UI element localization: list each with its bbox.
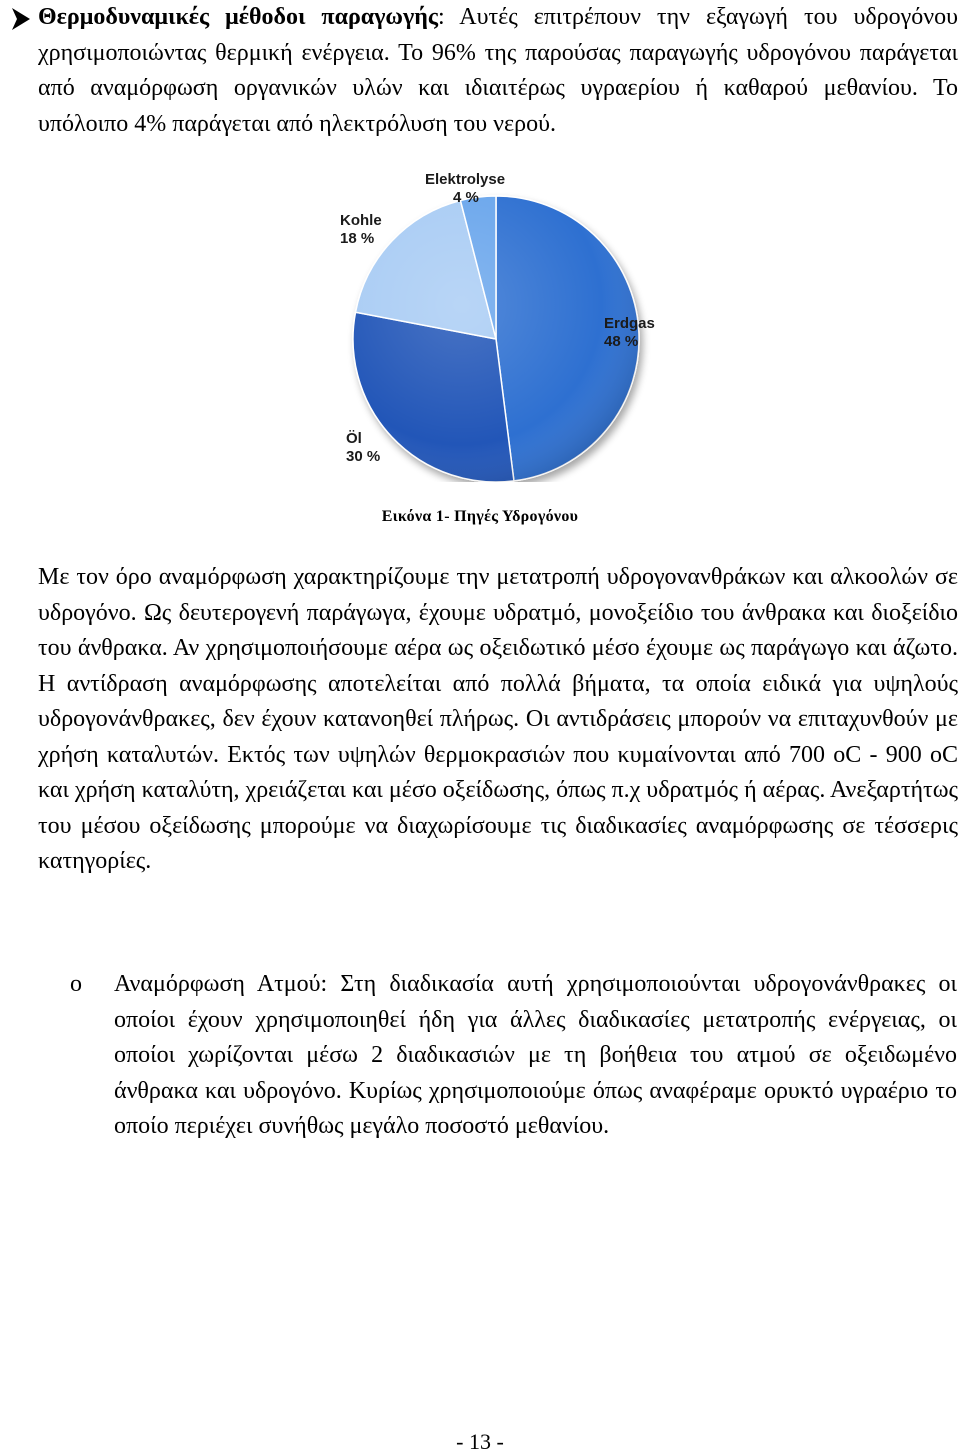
label-oel-name: Öl <box>346 430 362 447</box>
hydrogen-sources-pie-chart <box>320 164 670 482</box>
section-text: : Αυτές επιτρέπουν την εξαγωγή του υδρογόνου χρησιμοποιώντας θερμική ενέργεια. Το 96% της παρούσας παραγωγής υδρογόνου παράγεται από αναμόρφωση οργανικών υλών και ιδιαιτέρως υγραερίου ή καθαρού μεθανίου. Το υπόλοιπο 4% παράγεται από ηλεκτρόλυση του νερού. <box>38 4 958 137</box>
arrowhead-bullet-icon <box>8 0 34 36</box>
bullet-paragraph <box>38 0 958 142</box>
section-lead: Θερμοδυναμικές μέθοδοι παραγωγής <box>38 4 438 30</box>
figure-caption: Εικόνα 1- Πηγές Υδρογόνου <box>381 508 579 525</box>
label-erdgas-name: Erdgas <box>604 315 655 332</box>
reforming-paragraph: Με τον όρο αναμόρφωση χαρακτηρίζουμε την μετατροπή υδρογονανθράκων και αλκοολών σε υδρογόνο. Ως δευτερογενή παράγωγα, έχουμε υδρατμό, μονοξείδιο του άνθρακα και διοξείδιο του άνθρακα. Αν χρησιμοποιήσουμε αέρα ως οξειδωτικό μέσο έχουμε ως παράγωγο και άζωτο. Η αντίδραση αναμόρφωσης αποτελείται από πολλά βήματα, τα οποία ειδικά για υψηλούς υδρογονάνθρακες, δεν έχουν κατανοηθεί πλήρως. Οι αντιδράσεις μπορούν να επιταχυνθούν με χρήση καταλυτών. Εκτός των υψηλών θερμοκρασιών που κυμαίνονται από 700 οC - 900 οC και χρήση καταλύτη, χρειάζεται και μέσο οξείδωσης, όπως π.χ υδρατμός ή αέρας. Ανεξαρτήτως του μέσου οξείδωσης μπορούμε να διαχωρίσουμε τις διαδικασίες αναμόρφωσης σε τέσσερις κατηγορίες. <box>38 564 958 874</box>
label-erdgas <box>604 315 655 351</box>
pie-shading <box>353 196 639 482</box>
label-oel <box>346 430 380 466</box>
label-oel-value: 30 % <box>346 448 381 465</box>
label-kohle-name: Kohle <box>340 212 382 229</box>
page-number: - 13 - <box>456 1429 504 1454</box>
label-kohle-value: 18 % <box>340 230 375 247</box>
steam-reforming-list-item: Αναμόρφωση Ατμού: Στη διαδικασία αυτή χρησιμοποιούνται υδρογονάνθρακες οι οποίοι έχουν χρησιμοποιηθεί ήδη για άλλες διαδικασίες μετατροπής ενέργειας, οι οποίοι χωρίζονται μέσω 2 διαδικασιών με τη βοήθεια του ατμού σε οξειδωμένο άνθρακα και υδρογόνο. Κυρίως χρησιμοποιούμε όπως αναφέραμε ορυκτό υγραέριο το οποίο περιέχει συνήθως μεγάλο ποσοστό μεθανίου. <box>114 971 957 1139</box>
label-kohle <box>340 212 382 248</box>
label-elektrolyse <box>425 171 505 207</box>
list-bullet-marker: o <box>70 971 82 997</box>
label-elektrolyse-value: 4 % <box>453 189 479 206</box>
label-elektrolyse-name: Elektrolyse <box>425 171 506 188</box>
label-erdgas-value: 48 % <box>604 333 639 350</box>
